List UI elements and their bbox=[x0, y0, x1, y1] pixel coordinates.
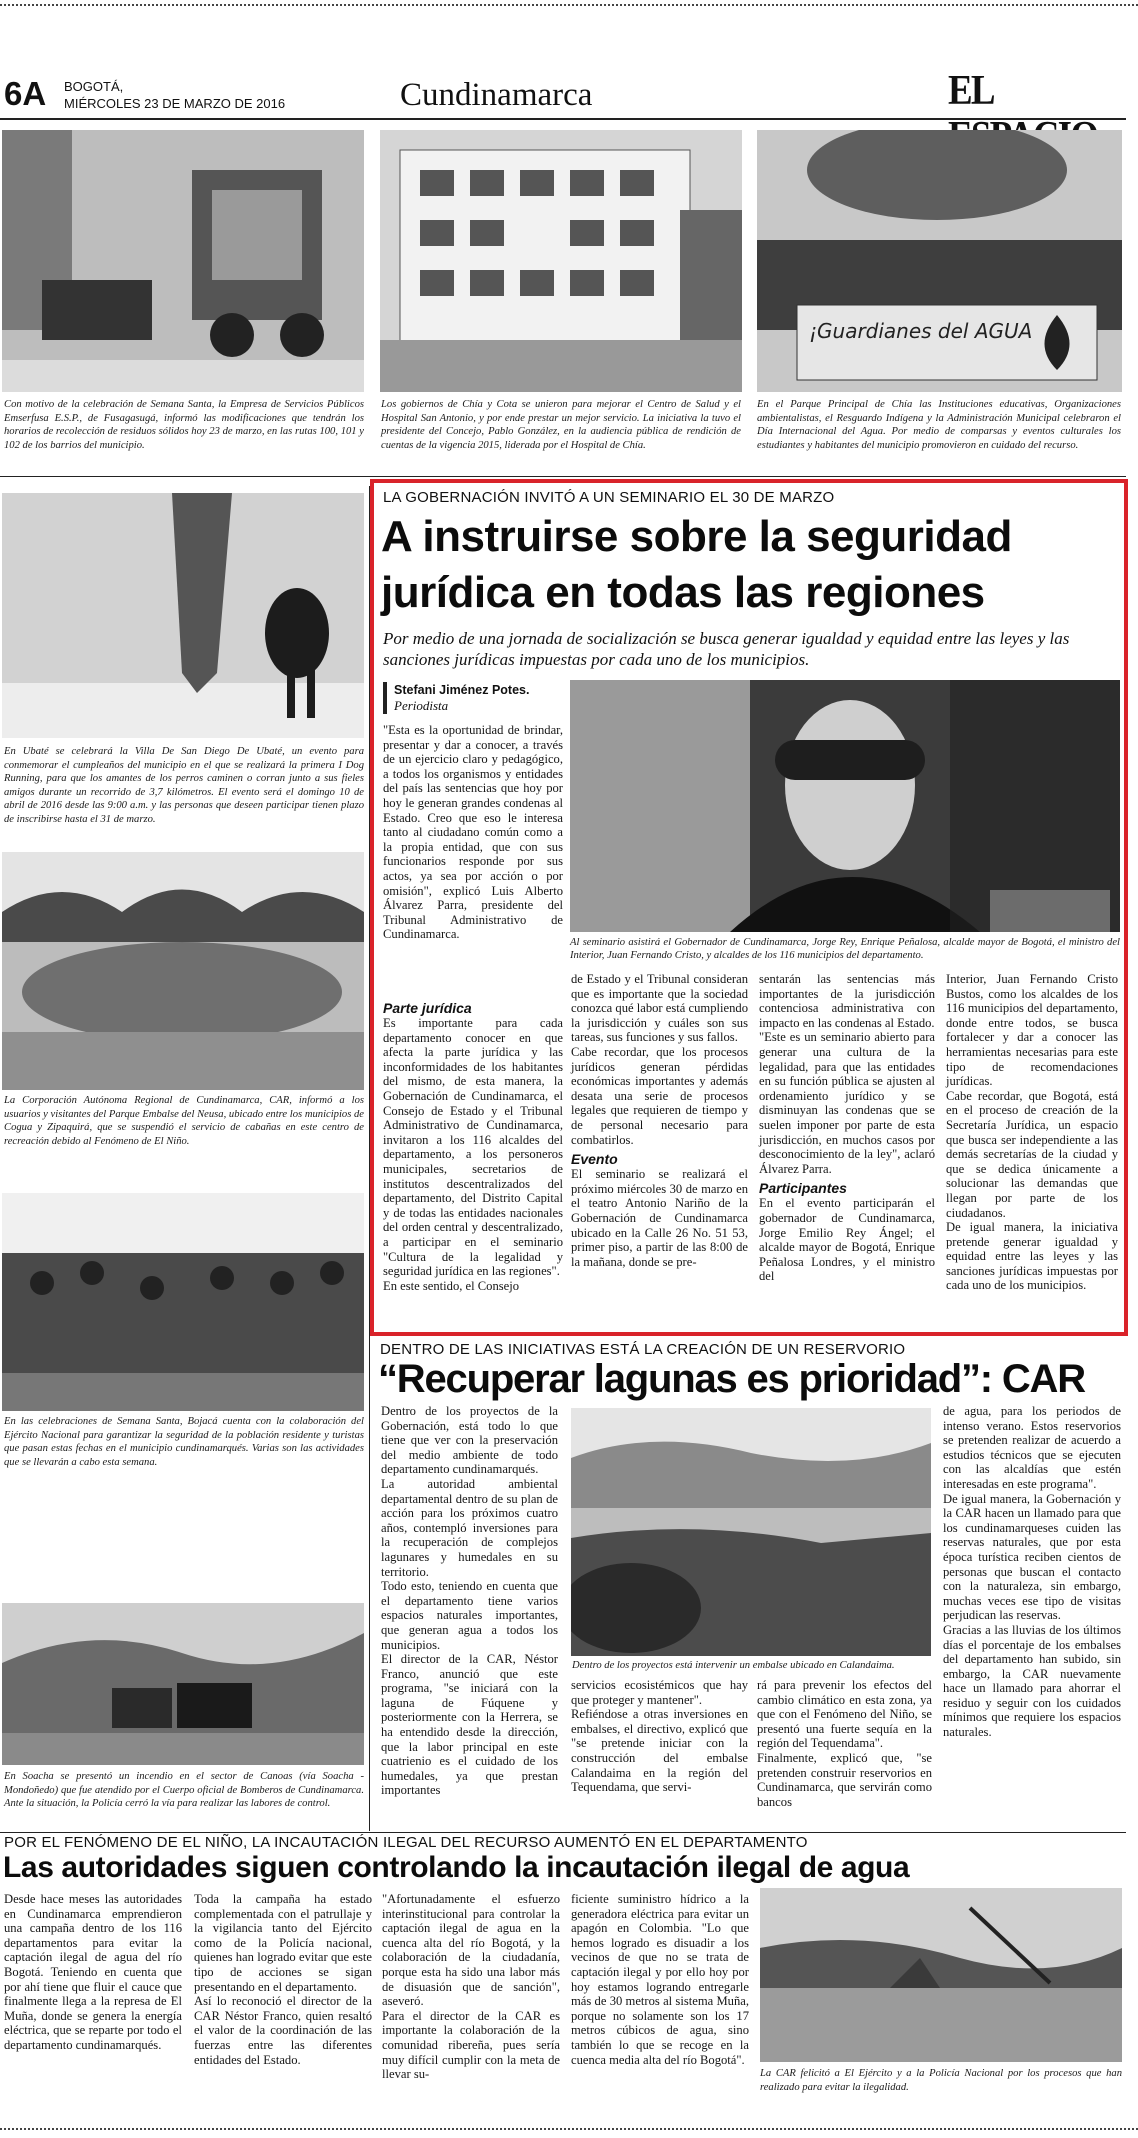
photo-governor bbox=[570, 680, 1120, 932]
caption-dog-running: En Ubaté se celebrará la Villa De San Diego De Ubaté, un evento para conmemorar el cumpleaños del municipio en el que se realizará la primera I Dog Running, para que los amantes de los perros caminen o corran junto a sus fieles amigos durante un recorrido de 3,7 kilómetros. El evento será el domingo 10 de abril de 2016 desde las 9:00 a.m. y las personas que deseen participar tienen plazo de inscribirse hasta el 31 de marzo. bbox=[4, 746, 364, 825]
author-role: Periodista bbox=[394, 698, 449, 713]
photo-water-day-students bbox=[757, 130, 1122, 392]
main-col2 bbox=[571, 972, 748, 1269]
lagunas-kicker: DENTRO DE LAS INICIATIVAS ESTÁ LA CREACIÓN DE UN RESERVORIO bbox=[380, 1341, 906, 1358]
caption-river-bogota: La CAR felicitó a El Ejército y a la Policía Nacional por los procesos que han realizado para evitar la ilegalidad. bbox=[760, 2068, 1122, 2093]
agua-col4: ficiente suministro hídrico a la generadora eléctrica para evitar un apagón en Colombia. "Lo que hemos logrado es disuadir a los vecinos de que no se trata de captación ilegal y por ello hoy por hoy estamos logrando entregarle más de 30 metros al sistema Muña, porque no solamente son los 17 metros cúbicos de agua, sino también lo que se recoge en la cuenca media alta del río Bogotá". bbox=[571, 1892, 749, 2067]
header-rule bbox=[0, 118, 1126, 120]
main-col4: Interior, Juan Fernando Cristo Bustos, como los alcaldes de los 116 municipios del departamento, donde entre todos, se busca fortalecer y dar a conocer las herramientas necesarias para este tipo de recomendaciones jurídicas. Cabe recordar, que Bogotá, está en el proceso de creación de la Secretaría Jurídica, un espacio que busca ser independiente a las demás secretarías de la ciudad y que se dedica únicamente a solucionar las demandas que llegan por parte de los ciudadanos. De igual manera, la iniciativa pretende generar igualdad y equidad entre las leyes y las sanciones jurídicas impuestas por cada uno de los municipios. bbox=[946, 972, 1118, 1293]
divider-agua bbox=[0, 1832, 1126, 1833]
lagunas-headline: “Recuperar lagunas es prioridad”: CAR bbox=[378, 1357, 1085, 1401]
main-col3 bbox=[759, 972, 935, 1284]
photo-neusa-group bbox=[2, 852, 364, 1090]
agua-col3: "Afortunadamente el esfuerzo interinstitucional para controlar la captación ilegal de agua en la cuenca alta del río Bogotá, y la colaboración de la ciudadanía, porque esta ha sido una labor más de disuasión que de sanción", aseveró. Para el director de la CAR es importante la colaboración de la comunidad ribereña, pues sería muy difícil cumplir con la meta de llevar su- bbox=[382, 1892, 560, 2082]
bottom-dotted-edge bbox=[0, 2128, 1138, 2130]
header-city: BOGOTÁ, bbox=[64, 79, 124, 94]
caption-neusa: La Corporación Autónoma Regional de Cundinamarca, CAR, informó a los usuarios y visitantes del Parque Embalse del Neusa, ubicado entre los municipios de Cogua y Zipaquirá, que se suspendió el servicio de cabañas en este centro de recreación debido al Fenómeno de El Niño. bbox=[4, 1095, 364, 1147]
photo-calandaima-reservoir bbox=[571, 1408, 931, 1656]
divider-top-row bbox=[0, 476, 1126, 477]
main-col3-a: sentarán las sentencias más importantes de la jurisdicción contenciosa administrativa con impacto en las condenas al Estado. "Este es un seminario abierto para generar una cultura de la legalidad, para que las entidades en su función pública se ajusten al ordenamiento jurídico y se disminuyan las condenas que se suelen imponer por parte de esta jurisdicción, en muchos casos por desconocimiento de la ley", aclaró Álvarez Parra. bbox=[759, 972, 935, 1176]
page-number: 6A bbox=[4, 75, 47, 112]
main-col1-intro: "Esta es la oportunidad de brindar, presentar y dar a conocer, a través de un ejercicio claro y pedagógico, a todos los organismos y entidades del país las sentencias que hoy por hoy le generan grandes condenas al Estado. Creo que eso le interesa tanto al ciudadano común como a la propia entidad, que con sus funcionarios responde por sus actos, ya sea por acción o por omisión", explicó Luis Alberto Álvarez Parra, presidente del Tribunal Administrativo de Cundinamarca. bbox=[383, 723, 563, 942]
main-col3-b: En el evento participarán el gobernador de Cundinamarca, Jorge Emilio Rey Ángel; el alcalde mayor de Bogotá, Enrique Peñalosa Londres, y el ministro del bbox=[759, 1196, 935, 1284]
lagunas-col1: Dentro de los proyectos de la Gobernación, está todo lo que tiene que ver con la preservación del medio ambiente de todo departamento cundinamarqués. La autoridad ambiental departamental dentro de su plan de acción para los próximos cuatro años, contempló inversiones para la recuperación de complejos lagunares y humedales en su territorio. Todo esto, teniendo en cuenta que el departamento tiene varios espacios naturales importantes, que generan agua a todos los municipios. El director de la CAR, Néstor Franco, anunció que este programa, "se iniciará con la laguna de Fúquene y posteriormente con la Herrera, se ha entendido desde la dirección, que la labor principal en este cuatrienio es el cuidado de los humedales, ya que prestan importantes bbox=[381, 1404, 558, 1798]
section-title: Cundinamarca bbox=[400, 77, 593, 113]
caption-chia-cota: Los gobiernos de Chía y Cota se unieron para mejorar el Centro de Salud y el Hospital San Antonio, y por ende prestar un mejor servicio. La iniciativa la tuvo el presidente del Concejo, Pablo González, en la audiencia pública de rendición de cuentas de la vigencia 2015, liderada por el Hospital de Chía. bbox=[381, 399, 741, 451]
caption-calandaima: Dentro de los proyectos está intervenir un embalse ubicado en Calandaima. bbox=[572, 1660, 895, 1671]
caption-bojaca: En las celebraciones de Semana Santa, Bojacá cuenta con la colaboración del Ejército Nacional para garantizar la seguridad de la población residente y turistas que pasan estas fechas en el municipio cundinamarqués. Varias son las actividades que se llevarán a cabo esta semana. bbox=[4, 1416, 364, 1468]
masthead: EL bbox=[948, 68, 992, 114]
main-headline-line2: jurídica en todas las regiones bbox=[381, 568, 985, 617]
lagunas-col4: de agua, para los periodos de intenso verano. Estos reservorios se pretenden realizar de acuerdo a estudios técnicos que se ejecuten con las alcaldías que estén interesadas en este programa". De igual manera, la Gobernación y la CAR hacen un llamado para que los cundinamarqueses cuiden las reservas naturales, que por esta época turística reciben cientos de personas que buscan el contacto con la naturaleza, sin embargo, muchas veces ese tipo de visitas perjudican las reservas. Gracias a las lluvias de los últimos días el porcentaje de los embalses del departamento han subido, sin embargo, la CAR nuevamente hace un llamado para ahorrar el residuo y seguir con los cuidados mínimos que requiere los espacios naturales. bbox=[943, 1404, 1121, 1740]
main-kicker: LA GOBERNACIÓN INVITÓ A UN SEMINARIO EL 30 DE MARZO bbox=[383, 489, 835, 506]
header-date: MIÉRCOLES 23 DE MARZO DE 2016 bbox=[64, 96, 286, 111]
agua-headline: Las autoridades siguen controlando la incautación ilegal de agua bbox=[3, 1851, 910, 1884]
author-name: Stefani Jiménez Potes. bbox=[394, 683, 530, 697]
subhead-participantes: Participantes bbox=[759, 1180, 847, 1197]
photo-garbage-truck bbox=[2, 130, 364, 392]
agua-col2: Toda la campaña ha estado complementada con el patrullaje y la vigilancia tanto del Ejército como de la Policía nacional, quienes han logrado evitar que este tipo de acciones se sigan presentando en el departamento. Así lo reconoció el director de la CAR Néstor Franco, quien resaltó el valor de la coordinación de las fuerzas entre las diferentes entidades del Estado. bbox=[194, 1892, 372, 2067]
main-col2-a: de Estado y el Tribunal consideran que es importante que la sociedad conozca qué labor está cumpliendo la jurisdicción y cuáles son sus tareas, sus funciones y sus fallos. Cabe recordar, que los procesos jurídicos generan pérdidas económicas importantes y además desata una serie de procesos legales que requieren de tiempo y de personal necesario para combatirlos. bbox=[571, 972, 748, 1147]
main-col2-b: El seminario se realizará el próximo miércoles 30 de marzo en el teatro Antonio Nariño de la Gobernación de Cundinamarca ubicado en la Calle 26 No. 51 53, primer piso, a partir de las 8:00 de la mañana, donde se pre- bbox=[571, 1167, 748, 1269]
page-header bbox=[0, 0, 1138, 125]
main-col1-rest bbox=[383, 996, 563, 1293]
photo-bojaca-army bbox=[2, 1193, 364, 1411]
agua-col1: Desde hace meses las autoridades en Cundinamarca emprendieron una campaña dentro de los 116 departamentos para evitar la captación ilegal de agua del río Bogotá. Teniendo en cuenta que por ahí tiene que fluir el cauce que finalmente llega a la represa de El Muña, donde se genera la energía eléctrica, que se reparte por todo el departamento cundinamarqués. bbox=[4, 1892, 182, 2052]
caption-soacha: En Soacha se presentó un incendio en el sector de Canoas (vía Soacha - Mondoñedo) que fue atendido por el Cuerpo oficial de Bomberos de Cundinamarca. Ante la situación, la Policía cerró la vía para realizar las labores de control. bbox=[4, 1771, 364, 1810]
agua-kicker: POR EL FENÓMENO DE EL NIÑO, LA INCAUTACIÓN ILEGAL DEL RECURSO AUMENTÓ EN EL DEPARTAMENTO bbox=[4, 1834, 808, 1851]
top-dotted-edge bbox=[0, 4, 1138, 6]
subhead-parte-juridica: Parte jurídica bbox=[383, 1000, 472, 1016]
caption-governor: Al seminario asistirá el Gobernador de Cundinamarca, Jorge Rey, Enrique Peñalosa, alcalde mayor de Bogotá, el ministro del Interior, Juan Fernando Cristo, y alcaldes de los 116 municipios del departamento. bbox=[570, 937, 1120, 961]
lagunas-col2: servicios ecosistémicos que hay que proteger y mantener". Refiéndose a otras inversiones en embalses, el directivo, explicó que "se pretende iniciar con la construcción del embalse Calandaima en la región del Tequendama, que servi- bbox=[571, 1678, 748, 1795]
water-banner-text: ¡Guardianes del AGUA bbox=[809, 319, 1033, 343]
main-col1-body: Es importante para cada departamento conocer en que afecta la parte jurídica y las inconformidades de los habitantes del mismo, de esta manera, la Gobernación de Cundinamarca, el Consejo de Estado y el Tribunal Administrativo de Cundinamarca, invitaron a los 116 alcaldes del departamento, a los personeros municipales, secretarios de institutos descentralizados del departamento, del Distrito Capital y de todas las entidades nacionales del orden central y descentralizado, a participar en el seminario "Cultura de la legalidad y seguridad jurídica en las regiones". En este sentido, el Consejo bbox=[383, 1016, 563, 1293]
subhead-evento: Evento bbox=[571, 1151, 618, 1168]
lagunas-col3: rá para prevenir los efectos del cambio climático en esta zona, ya que con el Fenómeno del Niño, se presentó una fuerte sequía en la región del Tequendama". Finalmente, explicó que, "se pretenden construir reservorios en Cundinamarca, que servirán como bancos bbox=[757, 1678, 932, 1809]
caption-water-day: En el Parque Principal de Chía las Instituciones educativas, Organizaciones ambientalistas, el Resguardo Indígena y la Administración Municipal celebraron el Día Internacional del Agua. Por medio de comparsas y eventos culturales los estudiantes y habitantes del municipio promovieron en cuidado del recurso. bbox=[757, 399, 1121, 451]
caption-emserfusa: Con motivo de la celebración de Semana Santa, la Empresa de Servicios Públicos Emserfusa E.S.P., de Fusagasugá, informó las modificaciones que tendrán los horarios de recolección de residuos sólidos hoy 23 de marzo, en las rutas 100, 101 y 102 de los barrios del municipio. bbox=[4, 399, 364, 451]
author-block bbox=[383, 682, 574, 714]
main-deck: Por medio de una jornada de socialización se busca generar igualdad y equidad entre las leyes y las sanciones jurídicas impuestas por cada uno de los municipios. bbox=[383, 629, 1070, 669]
photo-hospital bbox=[380, 130, 742, 392]
photo-soacha-fire bbox=[2, 1603, 364, 1765]
photo-river-bogota bbox=[760, 1888, 1122, 2062]
main-headline-line1: A instruirse sobre la seguridad bbox=[381, 512, 1012, 561]
photo-dog-running bbox=[2, 493, 364, 738]
